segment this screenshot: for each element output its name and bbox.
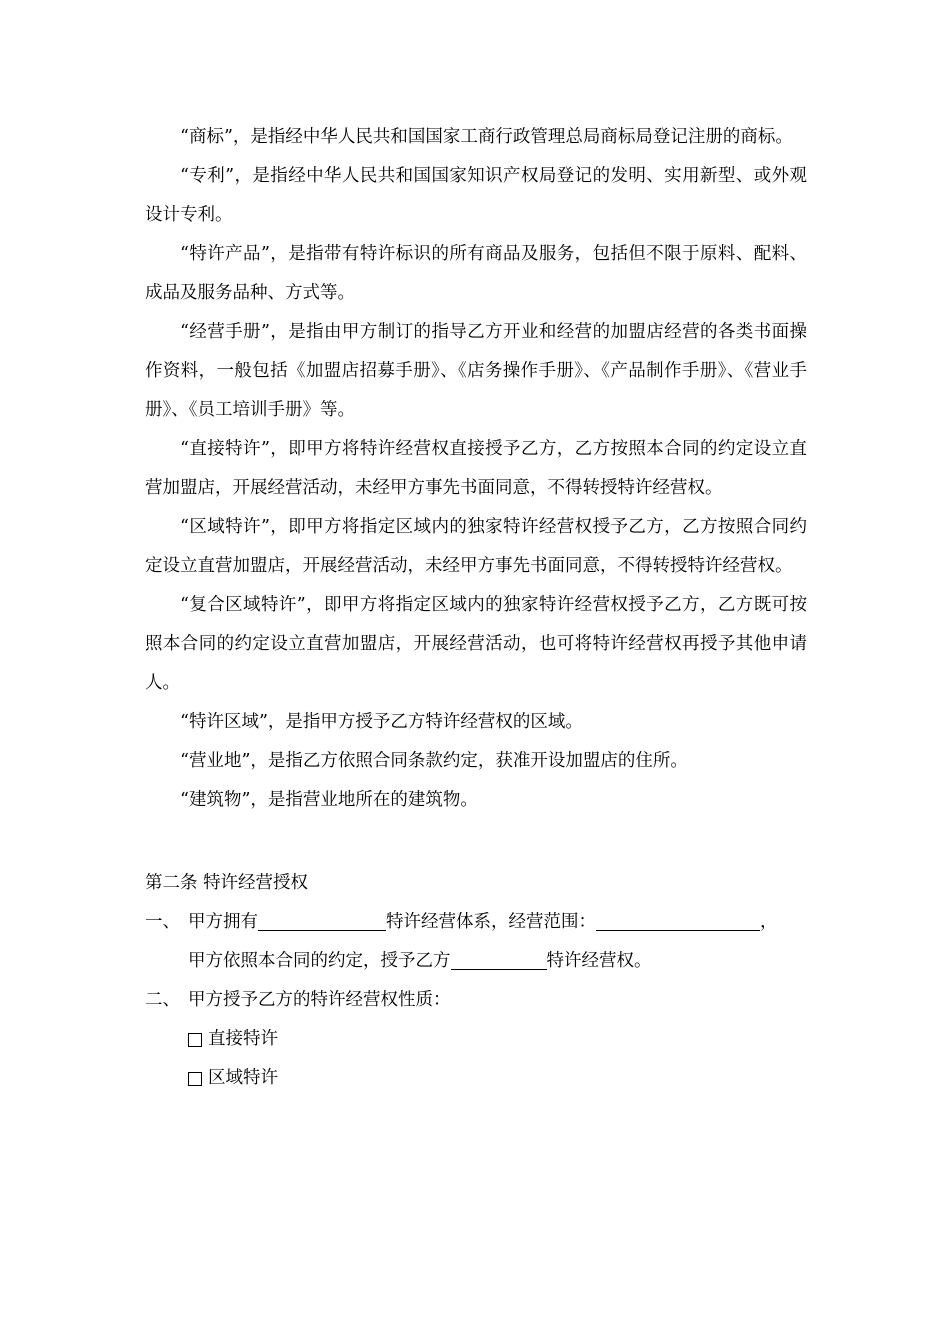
definition-building: “建筑物”，是指营业地所在的建筑物。 (180, 790, 478, 810)
option-label: 区域特许 (208, 1068, 278, 1088)
definition-franchise-region: “特许区域”，是指甲方授予乙方特许经营权的区域。 (180, 712, 583, 732)
checkbox-icon[interactable] (188, 1072, 202, 1086)
item-one-continuation (145, 942, 807, 981)
item-one-number: 一、 (145, 912, 180, 932)
definition-regional-franchise: “区域特许”，即甲方将指定区域内的独家特许经营权授予乙方，乙方按照合同约定设立直营加盟店，开展经营活动，未经甲方事先书面同意，不得转授特许经营权。 (145, 517, 807, 576)
granted-franchise-blank[interactable] (451, 951, 547, 970)
item-two-text: 甲方授予乙方的特许经营权性质： (188, 990, 451, 1010)
item-one-cont-text-a: 甲方依照本合同的约定，授予乙方 (188, 951, 451, 971)
definition-patent: “专利”，是指经中华人民共和国国家知识产权局登记的发明、实用新型、或外观设计专利。 (145, 166, 807, 225)
item-one-text-b: 特许经营体系，经营范围： (386, 912, 596, 932)
definition-business-premises: “营业地”，是指乙方依照合同条款约定，获准开设加盟店的住所。 (180, 751, 688, 771)
document-page (145, 118, 807, 1098)
checkbox-icon[interactable] (188, 1033, 202, 1047)
definition-franchise-products: “特许产品”，是指带有特许标识的所有商品及服务，包括但不限于原料、配料、成品及服务品种、方式等。 (145, 244, 807, 303)
definition-operations-manual: “经营手册”，是指由甲方制订的指导乙方开业和经营的加盟店经营的各类书面操作资料，一般包括《加盟店招募手册》、《店务操作手册》、《产品制作手册》、《营业手册》、《员工培训手册》等。 (145, 322, 807, 420)
definition-composite-regional-franchise: “复合区域特许”，即甲方将指定区域内的独家特许经营权授予乙方，乙方既可按照本合同的约定设立直营加盟店，开展经营活动，也可将特许经营权再授予其他申请人。 (145, 595, 807, 693)
item-two (145, 981, 807, 1020)
item-one-text-a: 甲方拥有 (188, 912, 258, 932)
definition-trademark: “商标”，是指经中华人民共和国国家工商行政管理总局商标局登记注册的商标。 (180, 127, 793, 147)
franchise-system-blank[interactable] (258, 912, 386, 931)
section-title: 第二条 特许经营授权 (145, 873, 309, 893)
item-one-cont-text-b: 特许经营权。 (546, 951, 652, 971)
option-direct-franchise[interactable] (145, 1020, 807, 1059)
option-label: 直接特许 (208, 1029, 278, 1049)
option-regional-franchise[interactable] (145, 1059, 807, 1098)
item-one-text-c: ， (760, 912, 778, 932)
definition-direct-franchise: “直接特许”，即甲方将特许经营权直接授予乙方，乙方按照本合同的约定设立直营加盟店，开展经营活动，未经甲方事先书面同意，不得转授特许经营权。 (145, 439, 807, 498)
item-two-number: 二、 (145, 990, 180, 1010)
business-scope-blank[interactable] (596, 912, 760, 931)
item-one (145, 903, 807, 942)
